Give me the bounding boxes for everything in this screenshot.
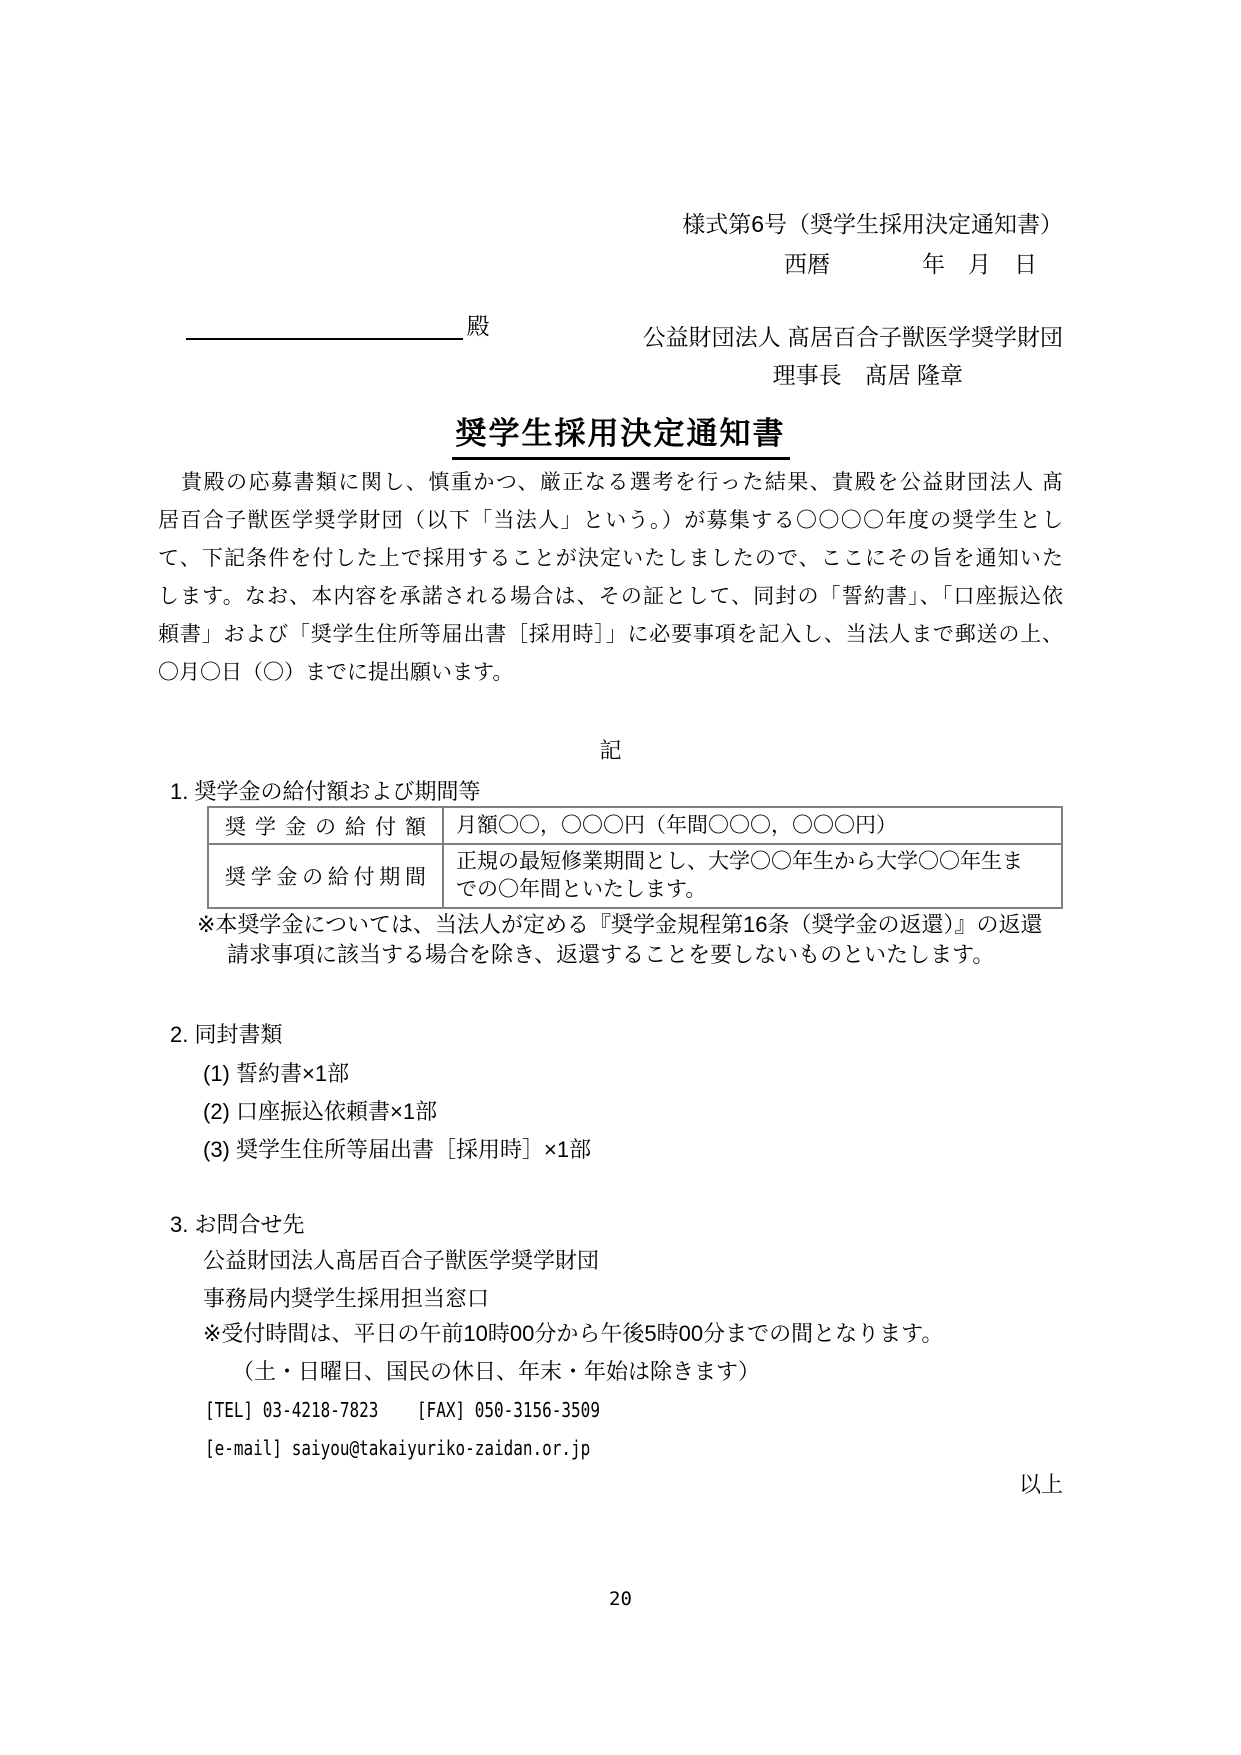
- form-number-label: 様式第6号（奨学生採用決定通知書）: [682, 211, 1063, 237]
- section2-heading: 2. 同封書類: [170, 1022, 283, 1047]
- contact-desk: 事務局内奨学生採用担当窓口: [203, 1286, 490, 1311]
- stipend-table: [207, 806, 1063, 909]
- document-title: 奨学生採用決定通知書: [452, 408, 790, 460]
- stipend-note-line1: ※本奨学金については、当法人が定める『奨学金規程第16条（奨学金の返還）』の返還: [197, 912, 1043, 937]
- body-line: します。なお、本内容を承諾される場合は、その証として、同封の「誓約書」、「口座振込依: [158, 585, 1063, 608]
- body-line: 居百合子獣医学奨学財団（以下「当法人」という。）が募集する〇〇〇〇年度の奨学生とし: [158, 509, 1063, 532]
- stipend-amount-value-cell: [443, 807, 1062, 844]
- contact-hours: ※受付時間は、平日の午前10時00分から午後5時00分までの間となります。: [203, 1321, 944, 1346]
- recipient-name-blank-underline: [186, 312, 463, 340]
- table-row: [208, 807, 1062, 844]
- page-number: 20: [609, 1588, 632, 1610]
- closing-ijou: 以上: [1018, 1472, 1063, 1497]
- body-line: 貴殿の応募書類に関し、慎重かつ、厳正なる選考を行った結果、貴殿を公益財団法人 髙: [181, 471, 1063, 494]
- contact-hours-note: （土・日曜日、国民の休日、年末・年始は除きます）: [232, 1359, 761, 1384]
- body-line: 〇月〇日（〇）までに提出願います。: [158, 661, 514, 684]
- stipend-amount-label-cell: [208, 807, 443, 844]
- enclosure-item: (2) 口座振込依頼書×1部: [203, 1099, 438, 1124]
- issuer-organization: 公益財団法人 髙居百合子獣医学奨学財団: [642, 324, 1063, 350]
- stipend-period-value-line2: での〇年間といたします。: [456, 878, 707, 901]
- body-line: て、下記条件を付した上で採用することが決定いたしましたので、ここにその旨を通知いた: [158, 547, 1063, 570]
- table-row: [208, 844, 1062, 908]
- date-line: 西暦 年 月 日: [784, 251, 1037, 277]
- stipend-note-line2: 請求事項に該当する場合を除き、返還することを要しないものといたします。: [227, 942, 995, 967]
- stipend-amount-value: 月額〇〇，〇〇〇円（年間〇〇〇，〇〇〇円）: [456, 813, 897, 837]
- stipend-period-value-line1: 正規の最短修業期間とし、大学〇〇年生から大学〇〇年生ま: [456, 850, 1023, 873]
- issuer-representative: 理事長 髙居 隆章: [772, 362, 963, 388]
- contact-email: [e-mail] saiyou@takaiyuriko-zaidan.or.jp: [205, 1436, 591, 1460]
- section1-heading: 1. 奨学金の給付額および期間等: [170, 779, 481, 804]
- contact-tel-fax: [TEL] 03-4218-7823 [FAX] 050-3156-3509: [205, 1398, 600, 1422]
- document-title-wrap: [0, 408, 1241, 460]
- section3-heading: 3. お問合せ先: [170, 1212, 305, 1237]
- body-paragraph: [158, 464, 1063, 692]
- contact-organization: 公益財団法人髙居百合子獣医学奨学財団: [203, 1248, 600, 1273]
- stipend-period-value-cell: [443, 844, 1062, 908]
- ki-marker: 記: [599, 738, 622, 763]
- body-line: 頼書」および「奨学生住所等届出書［採用時］」に必要事項を記入し、当法人まで郵送の上、: [158, 623, 1063, 646]
- recipient-honorific: 殿: [466, 313, 490, 339]
- recipient-line: [160, 284, 490, 368]
- stipend-period-label: 奨学金の給付期間: [225, 866, 426, 889]
- enclosure-item: (1) 誓約書×1部: [203, 1061, 350, 1086]
- stipend-amount-label: 奨学金の給付額: [225, 815, 426, 839]
- stipend-period-label-cell: [208, 844, 443, 908]
- enclosure-item: (3) 奨学生住所等届出書［採用時］×1部: [203, 1137, 592, 1162]
